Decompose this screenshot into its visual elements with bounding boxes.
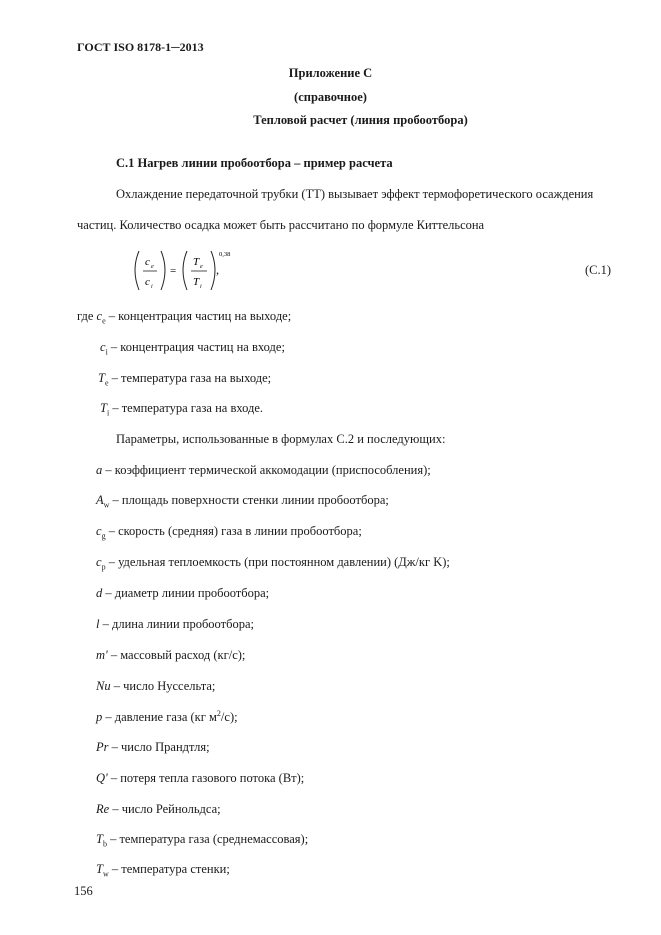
param-item-l: l – длина линии пробоотбора; (96, 617, 254, 631)
formula-te-sub: e (200, 264, 203, 270)
formula-ci-c: c (145, 276, 150, 288)
formula-ce-sub: e (151, 264, 154, 270)
formula-ti-t: T (193, 276, 200, 288)
page-number: 156 (74, 884, 93, 898)
param-item-q: Q' – потеря тепла газового потока (Вт); (96, 771, 305, 785)
left-paren-close (161, 251, 165, 290)
param-item-tw: $T_w$ – температура стенки; (96, 862, 230, 879)
appendix-subtitle: Тепловой расчет (линия пробоотбора) (253, 113, 468, 127)
formula-comma: , (216, 263, 220, 277)
document-header: ГОСТ ISO 8178-1─2013 (77, 40, 204, 54)
formula-ti-sub: i (200, 284, 202, 290)
param-item-d: d – диаметр линии пробоотбора; (96, 586, 270, 600)
section-title: С.1 Нагрев линии пробоотбора – пример расчета (116, 156, 393, 170)
where-item-ci: $c_i$ – концентрация частиц на входе; (100, 340, 285, 357)
appendix-title: Приложение С (288, 66, 373, 80)
param-item-cp: $c_p$ – удельная теплоемкость (при постоянном давлении) (Дж/кг K); (96, 555, 450, 572)
right-paren-open (183, 251, 187, 290)
formula-te-t: T (193, 256, 200, 268)
param-item-p: p – давление газа (кг $м^2/с$); (96, 709, 238, 725)
appendix-type: (справочное) (294, 90, 367, 104)
formula-ci-sub: i (151, 284, 153, 290)
where-item-te: $T_e$ – температура газа на выходе; (98, 371, 272, 388)
param-item-a: a – коэффициент термической аккомодации (приспособления); (96, 463, 431, 477)
param-item-nu: Nu – число Нуссельта; (96, 679, 216, 693)
where-item-ce: где $c_e$ – концентрация частиц на выходе; (77, 309, 292, 326)
formula-equals: = (170, 265, 177, 277)
param-item-re: Re – число Рейнольдса; (96, 802, 221, 816)
param-item-aw: $A_w$ – площадь поверхности стенки линии пробоотбора; (96, 493, 389, 510)
kittelson-formula (131, 248, 261, 294)
right-paren-close (211, 251, 215, 290)
intro-line-1: Охлаждение передаточной трубки (ТТ) вызывает эффект термофоретического осаждения (116, 187, 594, 201)
params-intro: Параметры, использованные в формулах С.2 и последующих: (116, 432, 446, 446)
formula-exponent: 0,38 (219, 251, 231, 258)
param-item-m: m' – массовый расход (кг/с); (96, 648, 246, 662)
where-item-ti: $T_i$ – температура газа на входе. (100, 401, 264, 418)
formula-ce-c: c (145, 256, 150, 268)
param-item-tb: $T_b$ – температура газа (среднемассовая); (96, 832, 309, 849)
intro-line-2: частиц. Количество осадка может быть рассчитано по формуле Киттельсона (77, 218, 485, 232)
param-item-cg: $c_g$ – скорость (средняя) газа в линии пробоотбора; (96, 524, 362, 541)
equation-number: (С.1) (585, 263, 612, 277)
param-item-pr: Pr – число Прандтля; (96, 740, 210, 754)
left-paren-open (135, 251, 139, 290)
